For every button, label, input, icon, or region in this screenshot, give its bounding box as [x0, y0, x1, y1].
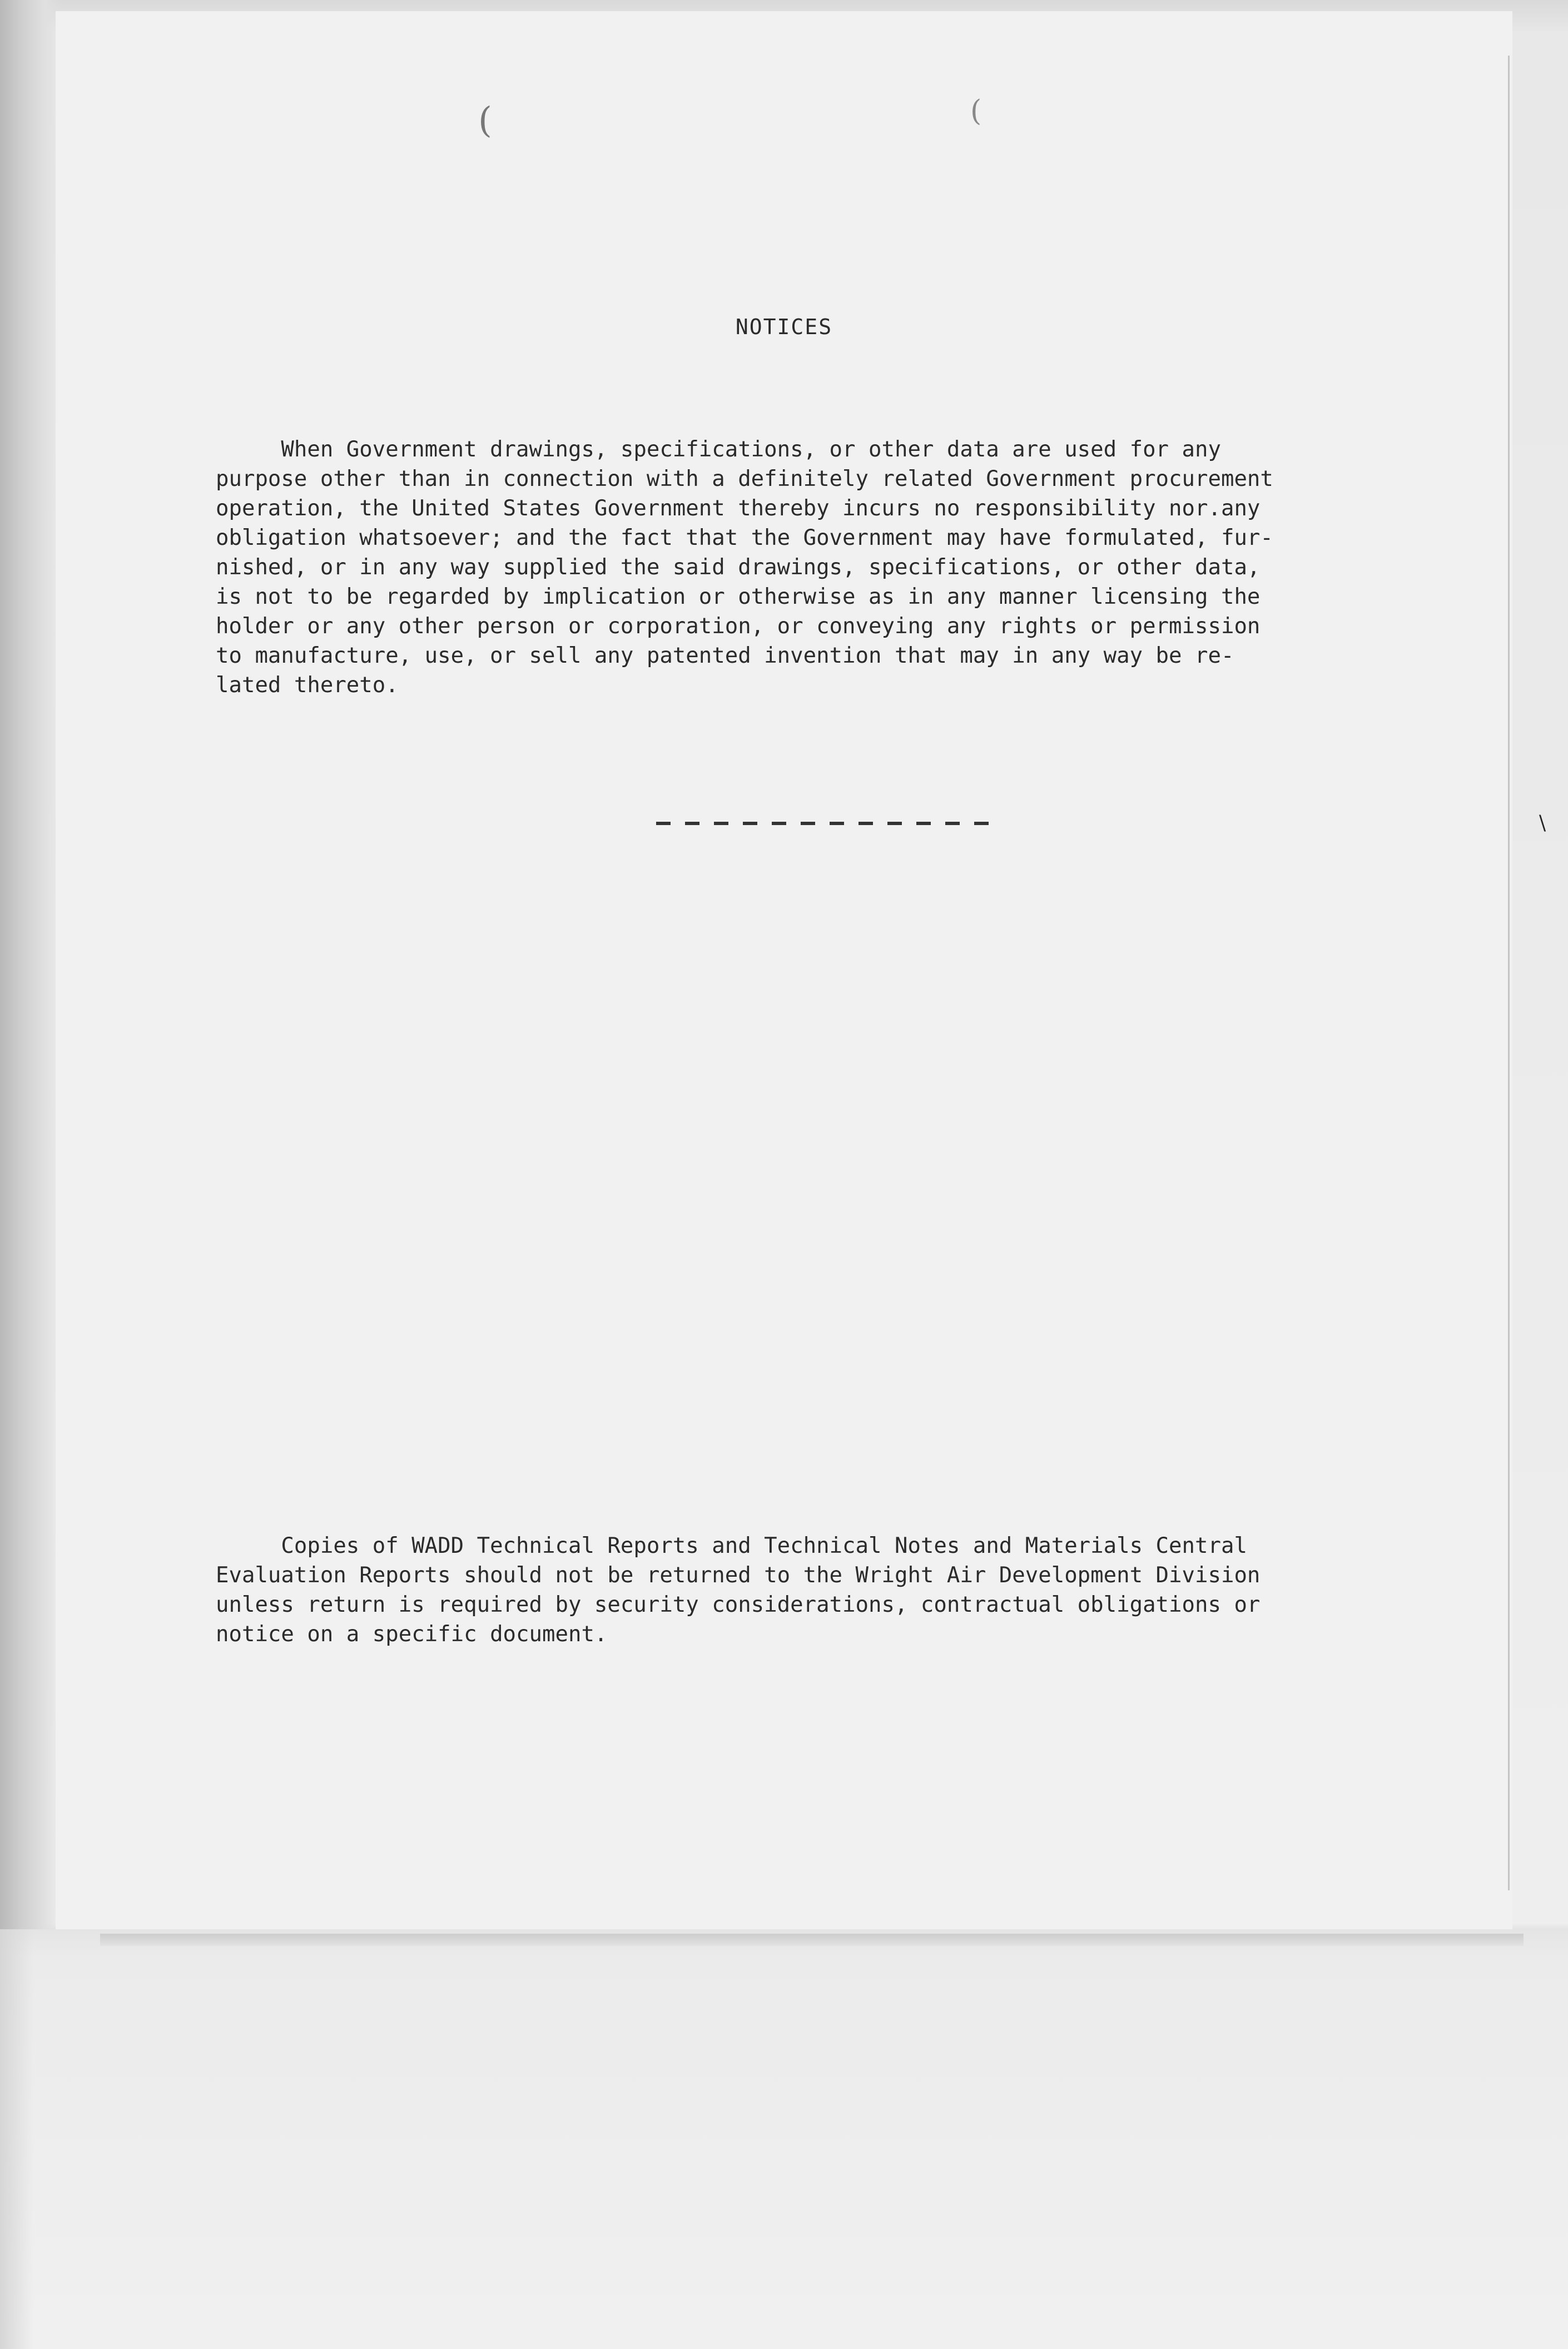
government-data-disclaimer: When Government drawings, specifications, or other data are used for any purpose other than in connection with a definitely related Government procurement operation, the United States Government thereby incurs no responsibility nor.any obligation whatsoever; and the fact that the Government may have formulated, fur- nished, or in any way supplied the said drawings, specifications, or other data, is not to be regarded by implication or otherwise as in any manner licensing the holder or any other person or corporation, or conveying any rights or permission to manufacture, use, or sell any patented invention that may in any way be re- lated thereto. — [216, 437, 1273, 698]
paper-bottom-edge — [100, 1934, 1524, 1946]
scan-left-strip — [0, 1929, 33, 2349]
stray-mark: \ — [1539, 812, 1546, 835]
copies-return-notice: Copies of WADD Technical Reports and Technical Notes and Materials Central Evaluation Reports should not be returned to the Wright Air Development Division unless return is required by security considerations, contractual obligations or notice on a specific document. — [216, 1533, 1261, 1647]
punch-mark-left: ( — [478, 100, 492, 141]
punch-mark-right: ( — [970, 95, 982, 128]
scan-left-shadow — [0, 0, 61, 1929]
notices-title: NOTICES — [735, 315, 833, 339]
dashed-separator — [656, 822, 1001, 825]
